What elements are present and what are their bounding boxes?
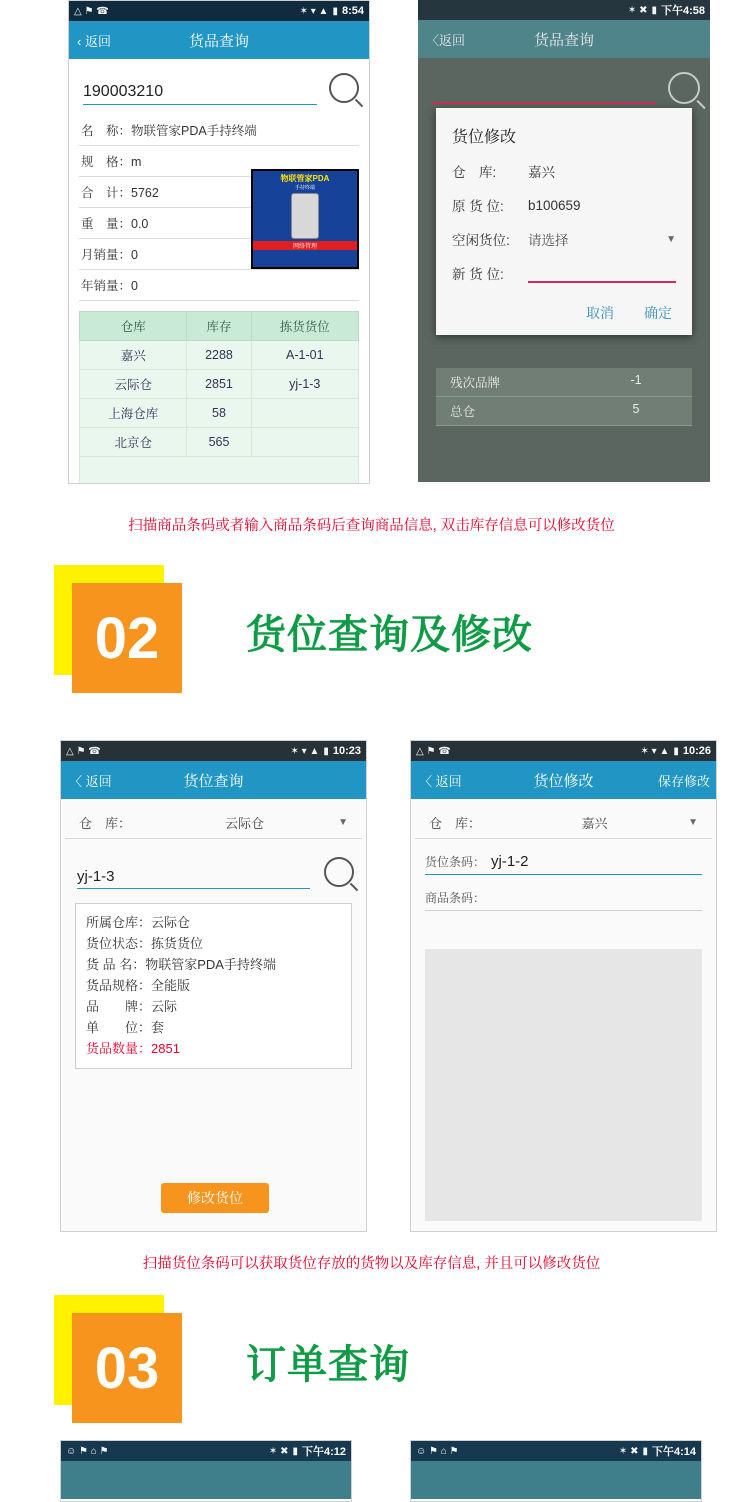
- location-code-input[interactable]: yj-1-2: [491, 853, 529, 870]
- search-row: [418, 58, 710, 108]
- clock: 10:23: [332, 745, 361, 757]
- table-empty-area: [79, 457, 359, 484]
- location-edit-dialog: [436, 108, 692, 335]
- search-icon[interactable]: [324, 857, 354, 887]
- android-status-icons: ☺ ⚑ ⌂ ⚑: [416, 1445, 459, 1457]
- battery-icon: ▮: [673, 745, 679, 757]
- phone-screen-order-query-preview-left: [60, 1440, 352, 1502]
- location-barcode-input[interactable]: yj-1-3: [77, 868, 310, 889]
- cell-warehouse: 北京仓: [80, 428, 187, 457]
- dialog-row-free-location[interactable]: [452, 229, 676, 249]
- label-warehouse: 仓 库：: [79, 816, 132, 831]
- back-button[interactable]: 〈 返回: [419, 773, 462, 789]
- column-stock: 库存: [187, 312, 251, 341]
- label-free-location: 空闲货位:: [452, 233, 510, 248]
- clock: 下午4:58: [660, 5, 705, 17]
- title-bar: [61, 1461, 351, 1499]
- status-bar: [61, 741, 366, 761]
- cell-location: A-1-01: [251, 341, 358, 370]
- android-status-icons: ☺ ⚑ ⌂ ⚑: [66, 1445, 109, 1457]
- cell-stock: 565: [187, 428, 251, 457]
- clock: 8:54: [341, 5, 364, 17]
- title-bar: [411, 1461, 701, 1499]
- info-location-status: 货位状态：拣货货位: [86, 936, 204, 951]
- save-button[interactable]: 保存修改: [657, 773, 710, 789]
- phone-screen-location-edit-dialog: [418, 0, 710, 482]
- label-warehouse: 仓 库：: [429, 816, 482, 831]
- android-status-icons: △ ⚑ ☎: [74, 5, 109, 17]
- label-product-code: 商品条码：: [425, 891, 486, 905]
- field-total: 合 计：5762: [79, 177, 359, 208]
- label-location-code: 货位条码：: [425, 855, 486, 869]
- background-table: [436, 368, 692, 426]
- product-code-row[interactable]: [425, 889, 702, 911]
- screen-body: [411, 799, 716, 1231]
- cell-location: yj-1-3: [251, 370, 358, 399]
- value-warehouse: 嘉兴: [528, 165, 555, 180]
- section-number: 02: [72, 583, 182, 693]
- column-warehouse: 仓库: [80, 312, 187, 341]
- search-icon[interactable]: [329, 73, 359, 103]
- dialog-actions: [452, 297, 676, 325]
- warehouse-selected-value: 云际仓: [225, 816, 265, 831]
- info-warehouse: 所属仓库：云际仓: [86, 915, 191, 930]
- status-bar: [69, 1, 369, 21]
- section-title: 订单查询: [246, 1343, 410, 1387]
- info-quantity: 货品数量：2851: [86, 1041, 180, 1056]
- free-location-select[interactable]: [528, 229, 676, 249]
- page-title: 货品查询: [533, 31, 594, 49]
- cell-location: [251, 428, 358, 457]
- screen-body: [69, 59, 369, 483]
- signal-icons: ✶ ✖: [268, 1445, 289, 1457]
- android-status-icons: △ ⚑ ☎: [66, 745, 101, 757]
- product-image-badge: 网络管理: [253, 241, 357, 250]
- title-bar: [69, 21, 369, 59]
- table-row[interactable]: [80, 341, 359, 370]
- status-bar: [61, 1441, 351, 1461]
- cell-stock: 58: [187, 399, 251, 428]
- search-row: [61, 839, 366, 891]
- chevron-down-icon: ▼: [688, 817, 698, 828]
- section-header-03: [0, 1295, 743, 1435]
- warehouse-select-row[interactable]: [415, 799, 712, 839]
- dialog-row-new-location[interactable]: [452, 263, 676, 283]
- info-product-name: 货 品 名：物联管家PDA手持终端: [86, 957, 276, 972]
- section-title: 货位查询及修改: [246, 613, 533, 657]
- screen-body: [61, 799, 366, 1231]
- android-status-icons: △ ⚑ ☎: [416, 745, 451, 757]
- free-location-selected-value: 请选择: [528, 233, 569, 248]
- pda-device-illustration: [291, 193, 319, 239]
- warehouse-select-row[interactable]: [65, 799, 362, 839]
- battery-icon: ▮: [332, 5, 338, 17]
- phone-screen-order-query-preview-right: [410, 1440, 702, 1502]
- value-original-location: b100659: [528, 197, 581, 213]
- cell-label: 残次品牌: [450, 376, 501, 390]
- cell-stock: 2288: [187, 341, 251, 370]
- page-title: 货位修改: [533, 772, 594, 790]
- chevron-down-icon: ▼: [666, 233, 676, 245]
- cancel-button[interactable]: 取消: [586, 305, 614, 321]
- signal-icons: ✶ ✖: [627, 4, 648, 16]
- column-pick-location: 拣货货位: [251, 312, 358, 341]
- battery-icon: ▮: [642, 1445, 648, 1457]
- title-bar: [418, 20, 710, 58]
- location-code-row[interactable]: [425, 853, 702, 875]
- info-brand: 品 牌：云际: [86, 999, 178, 1014]
- phone-screen-location-modify: [410, 740, 717, 1232]
- label-original-location: 原 货 位:: [452, 199, 504, 214]
- title-bar: [411, 761, 716, 799]
- field-month-sales: 月销量：0: [79, 239, 359, 270]
- cell-warehouse: 嘉兴: [80, 341, 187, 370]
- cell-value: -1: [630, 373, 642, 387]
- dialog-row-original-location: [452, 195, 676, 215]
- cell-warehouse: 云际仓: [80, 370, 187, 399]
- cell-value: 5: [632, 402, 640, 416]
- signal-icons: ✶ ✖: [618, 1445, 639, 1457]
- caption-section-01: 扫描商品条码或者输入商品条码后查询商品信息, 双击库存信息可以修改货位: [128, 518, 615, 534]
- battery-icon: ▮: [651, 4, 657, 16]
- phone-screen-goods-query: [68, 0, 370, 484]
- section-number: 03: [72, 1313, 182, 1423]
- table-row: [436, 368, 692, 397]
- status-bar: [418, 0, 710, 20]
- back-button[interactable]: 〈返回: [426, 32, 466, 48]
- battery-icon: ▮: [323, 745, 329, 757]
- product-image: [251, 169, 359, 269]
- dialog-title: 货位修改: [452, 129, 517, 146]
- info-unit: 单 位：套: [86, 1020, 165, 1035]
- barcode-input[interactable]: [432, 82, 656, 104]
- warehouse-selected-value: 嘉兴: [581, 816, 608, 831]
- chevron-down-icon: ▼: [338, 817, 348, 828]
- phone-screen-location-query: [60, 740, 367, 1232]
- status-bar: [411, 1441, 701, 1461]
- cell-warehouse: 上海仓库: [80, 399, 187, 428]
- search-icon[interactable]: [668, 72, 700, 104]
- scanned-list-area: [425, 949, 702, 1221]
- info-product-spec: 货品规格：全能版: [86, 978, 191, 993]
- table-row: [436, 397, 692, 426]
- clock: 下午4:12: [301, 1446, 346, 1458]
- stock-table[interactable]: [79, 311, 359, 457]
- field-spec: 规 格：m: [79, 146, 359, 177]
- clock: 10:26: [682, 745, 711, 757]
- clock: 下午4:14: [651, 1446, 696, 1458]
- dialog-row-warehouse: [452, 161, 676, 181]
- product-image-title: 物联管家PDA: [280, 174, 330, 183]
- table-row[interactable]: [80, 428, 359, 457]
- field-year-sales: 年销量：0: [79, 270, 359, 301]
- section-header-02: [0, 565, 743, 705]
- barcode-input[interactable]: 190003210: [83, 83, 317, 105]
- title-bar: [61, 761, 366, 799]
- label-warehouse: 仓 库:: [452, 165, 497, 180]
- page-title: 货位查询: [183, 772, 244, 790]
- signal-icons: ✶ ▾ ▲: [299, 5, 329, 17]
- status-bar: [411, 741, 716, 761]
- cell-label: 总仓: [450, 405, 476, 419]
- back-button[interactable]: ‹ 返回: [77, 33, 111, 49]
- label-new-location: 新 货 位:: [452, 267, 504, 282]
- new-location-input[interactable]: [528, 263, 676, 283]
- table-row[interactable]: [80, 370, 359, 399]
- table-row[interactable]: [80, 399, 359, 428]
- signal-icons: ✶ ▾ ▲: [290, 745, 320, 757]
- cell-stock: 2851: [187, 370, 251, 399]
- field-weight: 重 量：0.0: [79, 208, 359, 239]
- location-info-box: [75, 903, 352, 1069]
- cell-location: [251, 399, 358, 428]
- edit-location-button[interactable]: 修改货位: [161, 1183, 269, 1213]
- signal-icons: ✶ ▾ ▲: [640, 745, 670, 757]
- page-title: 货品查询: [188, 32, 249, 50]
- table-header-row: [80, 312, 359, 341]
- product-image-sub: 手持终端: [294, 185, 315, 191]
- search-row: [69, 59, 369, 109]
- field-name: 名 称：物联管家PDA手持终端: [79, 115, 359, 146]
- battery-icon: ▮: [292, 1445, 298, 1457]
- confirm-button[interactable]: 确定: [644, 305, 672, 321]
- caption-section-02: 扫描货位条码可以获取货位存放的货物以及库存信息, 并且可以修改货位: [142, 1256, 601, 1272]
- back-button[interactable]: 〈 返回: [69, 773, 112, 789]
